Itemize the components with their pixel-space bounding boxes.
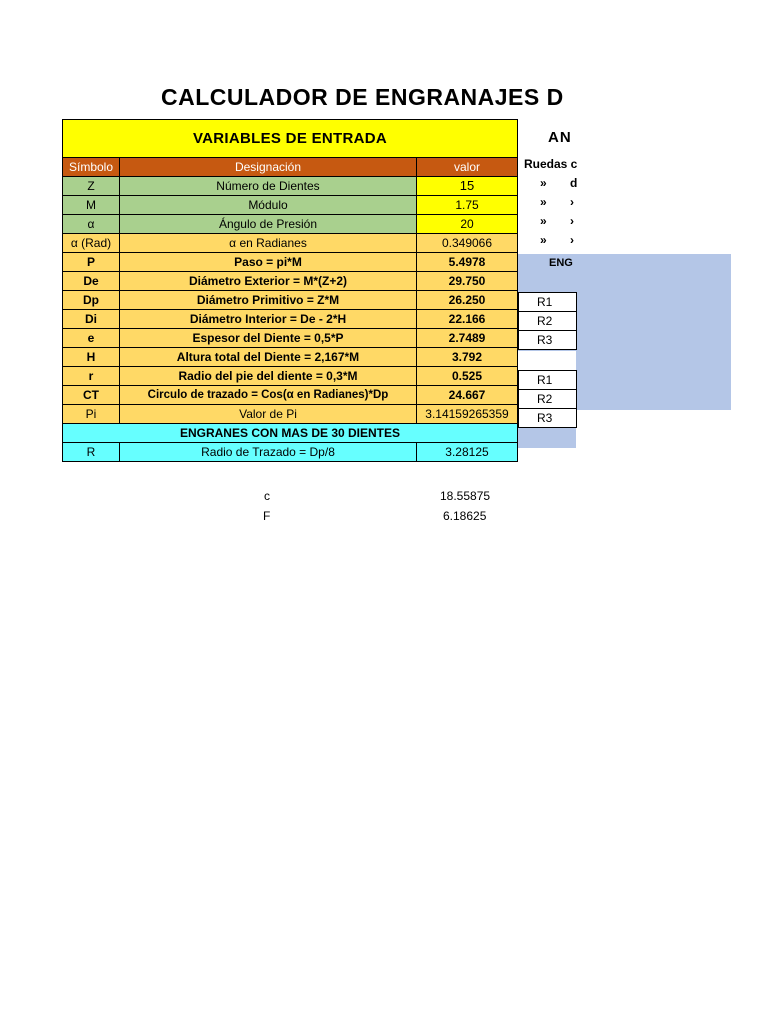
symbol-cell[interactable]: r <box>63 367 120 386</box>
right-panel-heading: AN <box>548 129 572 146</box>
bullet-text: › <box>570 214 574 228</box>
symbol-cell[interactable]: M <box>63 196 120 215</box>
symbol-cell[interactable]: P <box>63 253 120 272</box>
value-cell[interactable]: 2.7489 <box>417 329 518 348</box>
designation-cell[interactable]: Ángulo de Presión <box>120 215 417 234</box>
table-row <box>63 196 518 215</box>
right-panel-subtitle: Ruedas c <box>524 157 578 171</box>
r3-label: R3 <box>537 411 553 425</box>
r2-cell[interactable] <box>518 311 577 331</box>
table-row <box>63 291 518 310</box>
value-cell[interactable]: 0.349066 <box>417 234 518 253</box>
r1-cell[interactable] <box>518 292 577 312</box>
value-cell[interactable]: 3.28125 <box>417 443 518 462</box>
value-cell[interactable]: 0.525 <box>417 367 518 386</box>
table-row <box>63 215 518 234</box>
r2-label: R2 <box>537 392 553 406</box>
input-cell-m[interactable]: 1.75 <box>417 196 518 215</box>
bullet-mark: » <box>540 233 547 247</box>
bullet-text: › <box>570 195 574 209</box>
symbol-cell[interactable]: α (Rad) <box>63 234 120 253</box>
value-cell[interactable]: 26.250 <box>417 291 518 310</box>
designation-cell[interactable]: Diámetro Interior = De - 2*H <box>120 310 417 329</box>
value-cell[interactable]: 22.166 <box>417 310 518 329</box>
table-row <box>63 253 518 272</box>
extra-label-f: F <box>263 509 271 523</box>
symbol-cell[interactable]: H <box>63 348 120 367</box>
extra-value-c: 18.55875 <box>440 489 491 503</box>
table-row <box>63 234 518 253</box>
extra-value-f: 6.18625 <box>443 509 487 523</box>
column-header-designation[interactable]: Designación <box>120 158 417 177</box>
designation-cell[interactable]: Valor de Pi <box>120 405 417 424</box>
table-row <box>63 310 518 329</box>
designation-cell[interactable]: Módulo <box>120 196 417 215</box>
designation-cell[interactable]: Número de Dientes <box>120 177 417 196</box>
section-heading[interactable]: ENGRANES CON MAS DE 30 DIENTES <box>63 424 518 443</box>
designation-cell[interactable]: Diámetro Primitivo = Z*M <box>120 291 417 310</box>
value-cell[interactable]: 24.667 <box>417 386 518 405</box>
r2-label: R2 <box>537 314 553 328</box>
bullet-text: › <box>570 233 574 247</box>
r2-cell[interactable] <box>518 389 577 409</box>
designation-cell[interactable]: Altura total del Diente = 2,167*M <box>120 348 417 367</box>
section-row <box>63 424 518 443</box>
extra-label-c: c <box>264 489 270 503</box>
table-row <box>63 386 518 405</box>
value-cell[interactable]: 29.750 <box>417 272 518 291</box>
r1-label: R1 <box>537 295 553 309</box>
symbol-cell[interactable]: Di <box>63 310 120 329</box>
input-cell-z[interactable]: 15 <box>417 177 518 196</box>
symbol-cell[interactable]: CT <box>63 386 120 405</box>
symbol-cell[interactable]: Pi <box>63 405 120 424</box>
designation-cell[interactable]: Radio de Trazado = Dp/8 <box>120 443 417 462</box>
column-header-symbol[interactable]: Símbolo <box>63 158 120 177</box>
designation-cell[interactable]: Paso = pi*M <box>120 253 417 272</box>
bullet-mark: » <box>540 195 547 209</box>
r1-cell[interactable] <box>518 370 577 390</box>
column-header-row <box>63 158 518 177</box>
bullet-mark: » <box>540 214 547 228</box>
r3-label: R3 <box>537 333 553 347</box>
column-header-value[interactable]: valor <box>417 158 518 177</box>
r3-cell[interactable] <box>518 330 577 350</box>
symbol-cell[interactable]: Dp <box>63 291 120 310</box>
variables-table <box>62 119 518 462</box>
bullet-text: d <box>570 176 578 190</box>
symbol-cell[interactable]: α <box>63 215 120 234</box>
value-cell[interactable]: 5.4978 <box>417 253 518 272</box>
symbol-cell[interactable]: R <box>63 443 120 462</box>
value-cell[interactable]: 3.792 <box>417 348 518 367</box>
table-row <box>63 348 518 367</box>
table-row <box>63 443 518 462</box>
symbol-cell[interactable]: Z <box>63 177 120 196</box>
table-row <box>63 177 518 196</box>
table-row <box>63 329 518 348</box>
input-cell-alpha[interactable]: 20 <box>417 215 518 234</box>
designation-cell[interactable]: α en Radianes <box>120 234 417 253</box>
designation-cell[interactable]: Circulo de trazado = Cos(α en Radianes)*Dp <box>120 386 417 405</box>
table-heading-row <box>63 120 518 158</box>
eng-label: ENG <box>549 257 573 269</box>
designation-cell[interactable]: Diámetro Exterior = M*(Z+2) <box>120 272 417 291</box>
r1-label: R1 <box>537 373 553 387</box>
r3-cell[interactable] <box>518 408 577 428</box>
symbol-cell[interactable]: De <box>63 272 120 291</box>
designation-cell[interactable]: Espesor del Diente = 0,5*P <box>120 329 417 348</box>
value-cell[interactable]: 3.14159265359 <box>417 405 518 424</box>
bullet-mark: » <box>540 176 547 190</box>
table-row <box>63 405 518 424</box>
table-row <box>63 272 518 291</box>
designation-cell[interactable]: Radio del pie del diente = 0,3*M <box>120 367 417 386</box>
page-title: CALCULADOR DE ENGRANAJES D <box>161 84 564 110</box>
table-row <box>63 367 518 386</box>
table-heading: VARIABLES DE ENTRADA <box>63 120 518 158</box>
symbol-cell[interactable]: e <box>63 329 120 348</box>
